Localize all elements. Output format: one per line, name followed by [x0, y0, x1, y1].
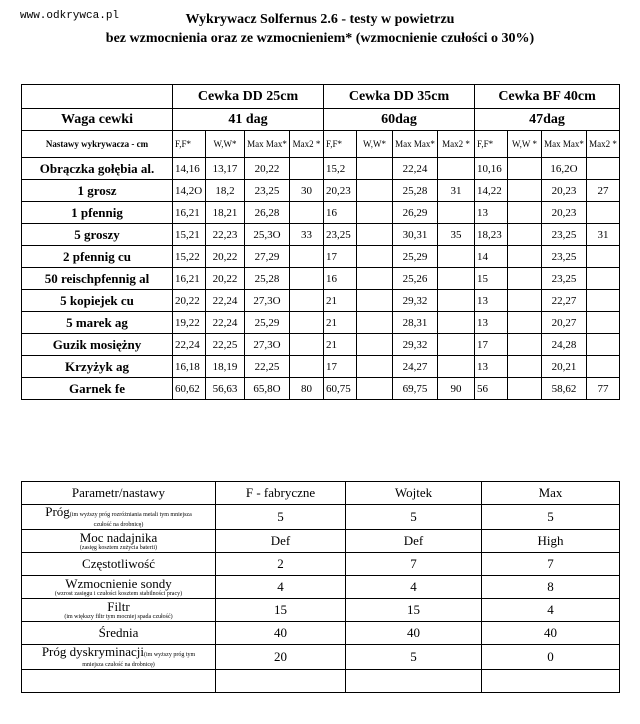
distance-cell: 23,25	[542, 268, 587, 290]
distance-cell: 22,24	[206, 312, 245, 334]
distance-cell: 25,26	[393, 268, 438, 290]
distance-cell: 13,17	[206, 158, 245, 180]
item-label: Obrączka gołębia al.	[22, 158, 173, 180]
distance-cell	[587, 312, 620, 334]
distance-cell: 16,2O	[542, 158, 587, 180]
distance-cell: 20,23	[542, 180, 587, 202]
parameter-row	[22, 530, 620, 553]
item-label: Guzik mosiężny	[22, 334, 173, 356]
item-label: 50 reischpfennig al	[22, 268, 173, 290]
distance-cell: 30	[290, 180, 324, 202]
distance-cell	[290, 356, 324, 378]
distance-cell: 14,16	[173, 158, 206, 180]
distance-cell: 35	[438, 224, 475, 246]
distance-cell	[357, 290, 393, 312]
distance-cell: 14,2O	[173, 180, 206, 202]
parameter-value: 5	[216, 505, 346, 530]
parameter-note: (wzrost zasięgu i czułości kosztem stabilności pracy)	[54, 590, 183, 597]
distance-cell: 13	[475, 312, 508, 334]
empty-cell	[346, 670, 482, 693]
parameter-value: 5	[346, 645, 482, 670]
setting-subheader: Max2 *	[587, 131, 620, 158]
distance-cell	[587, 290, 620, 312]
parameter-cell	[22, 530, 216, 553]
distance-cell	[587, 356, 620, 378]
distance-cell: 27,3O	[245, 334, 290, 356]
distance-cell: 25,28	[393, 180, 438, 202]
header-cell: Parametr/nastawy	[22, 482, 216, 505]
distance-cell: 21	[324, 334, 357, 356]
setting-subheader: Max Max*	[393, 131, 438, 158]
distance-cell: 21	[324, 290, 357, 312]
setting-subheader: Max Max*	[245, 131, 290, 158]
setting-subheader: W,W*	[357, 131, 393, 158]
parameter-row	[22, 645, 620, 670]
setting-subheader: Max Max*	[542, 131, 587, 158]
distance-cell	[357, 202, 393, 224]
empty-row	[22, 670, 620, 693]
coil-row	[22, 85, 620, 109]
item-label: 5 marek ag	[22, 312, 173, 334]
empty-cell	[216, 670, 346, 693]
distance-cell	[357, 356, 393, 378]
distance-cell	[438, 312, 475, 334]
result-row	[22, 268, 620, 290]
parameter-cell	[22, 576, 216, 599]
distance-cell	[357, 158, 393, 180]
distance-cell: 31	[438, 180, 475, 202]
distance-cell: 10,16	[475, 158, 508, 180]
distance-cell	[508, 246, 542, 268]
distance-cell: 22,27	[542, 290, 587, 312]
distance-cell	[438, 268, 475, 290]
distance-cell: 16	[324, 202, 357, 224]
distance-cell: 23,25	[245, 180, 290, 202]
distance-cell	[357, 246, 393, 268]
coil-header: Cewka BF 40cm	[475, 85, 620, 109]
distance-cell	[587, 334, 620, 356]
item-label: Garnek fe	[22, 378, 173, 400]
parameter-value: 20	[216, 645, 346, 670]
distance-cell: 19,22	[173, 312, 206, 334]
parameter-label: Filtr	[107, 598, 130, 614]
distance-cell	[508, 290, 542, 312]
header-cell: Wojtek	[346, 482, 482, 505]
coil-weight: 41 dag	[173, 109, 324, 131]
distance-cell	[438, 290, 475, 312]
setting-subheader: Max2 *	[438, 131, 475, 158]
distance-cell: 15,22	[173, 246, 206, 268]
title-line-1: Wykrywacz Solfernus 2.6 - testy w powietrzu	[185, 12, 455, 27]
setting-subheader: Max2 *	[290, 131, 324, 158]
parameter-row	[22, 576, 620, 599]
coil-weight: 47dag	[475, 109, 620, 131]
distance-cell: 26,29	[393, 202, 438, 224]
distance-cell: 26,28	[245, 202, 290, 224]
parameter-value: 4	[482, 599, 620, 622]
parameter-cell	[22, 505, 216, 530]
distance-cell	[508, 268, 542, 290]
distance-cell	[508, 378, 542, 400]
results-table	[21, 84, 620, 400]
distance-cell: 22,24	[206, 290, 245, 312]
distance-cell	[438, 202, 475, 224]
distance-cell: 21	[324, 312, 357, 334]
parameter-label: Wzmocnienie sondy	[65, 575, 172, 591]
result-row	[22, 246, 620, 268]
distance-cell: 20,22	[206, 246, 245, 268]
parameter-value: 2	[216, 553, 346, 576]
distance-cell	[508, 202, 542, 224]
parameter-cell	[22, 622, 216, 645]
setting-subheader: F,F*	[475, 131, 508, 158]
distance-cell: 16	[324, 268, 357, 290]
parameter-value: 4	[346, 576, 482, 599]
distance-cell	[587, 202, 620, 224]
distance-cell: 13	[475, 202, 508, 224]
distance-cell	[357, 180, 393, 202]
distance-cell: 20,21	[542, 356, 587, 378]
distance-cell	[508, 158, 542, 180]
parameter-value: Def	[216, 530, 346, 553]
parameter-inline-note: (im wyższy próg rozróżniania metali tym mniejsza	[69, 512, 192, 518]
result-row	[22, 334, 620, 356]
distance-cell: 14,22	[475, 180, 508, 202]
distance-cell	[587, 246, 620, 268]
page-title	[0, 10, 640, 48]
item-label: 5 kopiejek cu	[22, 290, 173, 312]
parameter-label: Moc nadajnika	[79, 529, 158, 545]
distance-cell	[357, 378, 393, 400]
settings-label: Nastawy wykrywacza - cm	[22, 131, 173, 158]
distance-cell: 60,75	[324, 378, 357, 400]
distance-cell: 22,24	[393, 158, 438, 180]
distance-cell: 20,23	[542, 202, 587, 224]
distance-cell	[357, 312, 393, 334]
weight-row	[22, 109, 620, 131]
header-cell: Max	[482, 482, 620, 505]
distance-cell: 25,3O	[245, 224, 290, 246]
watermark: www.odkrywca.pl	[20, 10, 120, 22]
distance-cell: 58,62	[542, 378, 587, 400]
distance-cell: 24,27	[393, 356, 438, 378]
distance-cell: 80	[290, 378, 324, 400]
distance-cell	[290, 334, 324, 356]
parameter-cell	[22, 645, 216, 670]
distance-cell: 25,29	[245, 312, 290, 334]
coil-header: Cewka DD 35cm	[324, 85, 475, 109]
header-cell: F - fabryczne	[216, 482, 346, 505]
parameter-value: Def	[346, 530, 482, 553]
distance-cell: 30,31	[393, 224, 438, 246]
setting-subheader: W,W *	[508, 131, 542, 158]
parameter-value: 4	[216, 576, 346, 599]
coil-header: Cewka DD 25cm	[173, 85, 324, 109]
distance-cell: 17	[324, 356, 357, 378]
settings-header-row	[22, 131, 620, 158]
parameter-value: 5	[346, 505, 482, 530]
parameter-value: High	[482, 530, 620, 553]
parameter-inline-note: (im wyższy próg tym	[144, 652, 196, 658]
corner-cell	[22, 85, 173, 109]
item-label: 5 groszy	[22, 224, 173, 246]
settings-table-header	[22, 482, 620, 505]
distance-cell	[290, 268, 324, 290]
distance-cell	[438, 246, 475, 268]
distance-cell: 56	[475, 378, 508, 400]
parameter-value: 15	[346, 599, 482, 622]
item-label: 1 pfennig	[22, 202, 173, 224]
parameter-label: Częstotliwość	[82, 556, 155, 571]
parameter-value: 40	[216, 622, 346, 645]
distance-cell: 13	[475, 356, 508, 378]
distance-cell	[438, 334, 475, 356]
coil-weight: 60dag	[324, 109, 475, 131]
parameter-row	[22, 553, 620, 576]
empty-cell	[22, 670, 216, 693]
distance-cell: 22,24	[173, 334, 206, 356]
distance-cell: 16,18	[173, 356, 206, 378]
parameter-value: 7	[482, 553, 620, 576]
result-row	[22, 202, 620, 224]
distance-cell: 23,25	[542, 246, 587, 268]
parameter-note: (zasięg kosztem zużycia baterii)	[79, 544, 158, 551]
distance-cell: 90	[438, 378, 475, 400]
distance-cell	[438, 356, 475, 378]
distance-cell: 31	[587, 224, 620, 246]
distance-cell: 16,21	[173, 202, 206, 224]
parameter-value: 0	[482, 645, 620, 670]
distance-cell: 14	[475, 246, 508, 268]
distance-cell: 20,22	[245, 158, 290, 180]
distance-cell: 24,28	[542, 334, 587, 356]
distance-cell	[290, 312, 324, 334]
title-line-2: bez wzmocnienia oraz ze wzmocnieniem* (wzmocnienie czułości o 30%)	[105, 31, 535, 46]
distance-cell: 17	[324, 246, 357, 268]
parameter-label: Próg dyskryminacji	[41, 644, 144, 659]
distance-cell	[508, 180, 542, 202]
distance-cell: 65,8O	[245, 378, 290, 400]
result-row	[22, 312, 620, 334]
parameter-row	[22, 599, 620, 622]
setting-subheader: W,W*	[206, 131, 245, 158]
distance-cell: 23,25	[324, 224, 357, 246]
distance-cell: 15,2	[324, 158, 357, 180]
distance-cell	[357, 334, 393, 356]
distance-cell: 17	[475, 334, 508, 356]
distance-cell	[438, 158, 475, 180]
result-row	[22, 224, 620, 246]
parameter-value: 7	[346, 553, 482, 576]
distance-cell: 25,28	[245, 268, 290, 290]
item-label: 1 grosz	[22, 180, 173, 202]
distance-cell: 18,23	[475, 224, 508, 246]
distance-cell: 27,29	[245, 246, 290, 268]
distance-cell: 77	[587, 378, 620, 400]
distance-cell: 20,27	[542, 312, 587, 334]
distance-cell: 60,62	[173, 378, 206, 400]
distance-cell: 20,22	[173, 290, 206, 312]
distance-cell	[290, 290, 324, 312]
distance-cell: 15	[475, 268, 508, 290]
distance-cell: 20,23	[324, 180, 357, 202]
result-row	[22, 356, 620, 378]
distance-cell: 22,25	[206, 334, 245, 356]
distance-cell: 29,32	[393, 334, 438, 356]
parameter-value: 5	[482, 505, 620, 530]
item-label: Krzyżyk ag	[22, 356, 173, 378]
parameter-value: 40	[482, 622, 620, 645]
parameter-note: (im większy filtr tym mocniej spada czułość)	[64, 613, 173, 620]
distance-cell	[290, 158, 324, 180]
settings-table	[21, 481, 620, 693]
distance-cell: 56,63	[206, 378, 245, 400]
result-row	[22, 158, 620, 180]
distance-cell: 16,21	[173, 268, 206, 290]
setting-subheader: F,F*	[324, 131, 357, 158]
distance-cell	[357, 268, 393, 290]
distance-cell	[290, 246, 324, 268]
parameter-row	[22, 622, 620, 645]
distance-cell: 22,23	[206, 224, 245, 246]
parameter-note: mniejsza czułość na drobnicę)	[82, 662, 155, 668]
distance-cell: 29,32	[393, 290, 438, 312]
weight-label: Waga cewki	[22, 109, 173, 131]
distance-cell: 27,3O	[245, 290, 290, 312]
parameter-label: Średnia	[98, 625, 139, 640]
distance-cell: 20,22	[206, 268, 245, 290]
distance-cell: 22,25	[245, 356, 290, 378]
parameter-value: 8	[482, 576, 620, 599]
result-row	[22, 378, 620, 400]
distance-cell: 18,19	[206, 356, 245, 378]
distance-cell: 15,21	[173, 224, 206, 246]
distance-cell	[508, 224, 542, 246]
parameter-cell	[22, 599, 216, 622]
distance-cell: 28,31	[393, 312, 438, 334]
result-row	[22, 290, 620, 312]
distance-cell	[357, 224, 393, 246]
distance-cell	[587, 158, 620, 180]
parameter-note: czułość na drobnicę)	[93, 522, 144, 528]
result-row	[22, 180, 620, 202]
distance-cell: 25,29	[393, 246, 438, 268]
distance-cell: 13	[475, 290, 508, 312]
distance-cell	[508, 356, 542, 378]
parameter-row	[22, 505, 620, 530]
item-label: 2 pfennig cu	[22, 246, 173, 268]
distance-cell: 33	[290, 224, 324, 246]
distance-cell	[508, 334, 542, 356]
empty-cell	[482, 670, 620, 693]
setting-subheader: F,F*	[173, 131, 206, 158]
parameter-label: Próg	[45, 504, 70, 519]
distance-cell	[508, 312, 542, 334]
distance-cell	[587, 268, 620, 290]
parameter-value: 40	[346, 622, 482, 645]
parameter-value: 15	[216, 599, 346, 622]
distance-cell: 18,2	[206, 180, 245, 202]
distance-cell: 69,75	[393, 378, 438, 400]
parameter-cell	[22, 553, 216, 576]
distance-cell: 27	[587, 180, 620, 202]
distance-cell	[290, 202, 324, 224]
distance-cell: 23,25	[542, 224, 587, 246]
distance-cell: 18,21	[206, 202, 245, 224]
